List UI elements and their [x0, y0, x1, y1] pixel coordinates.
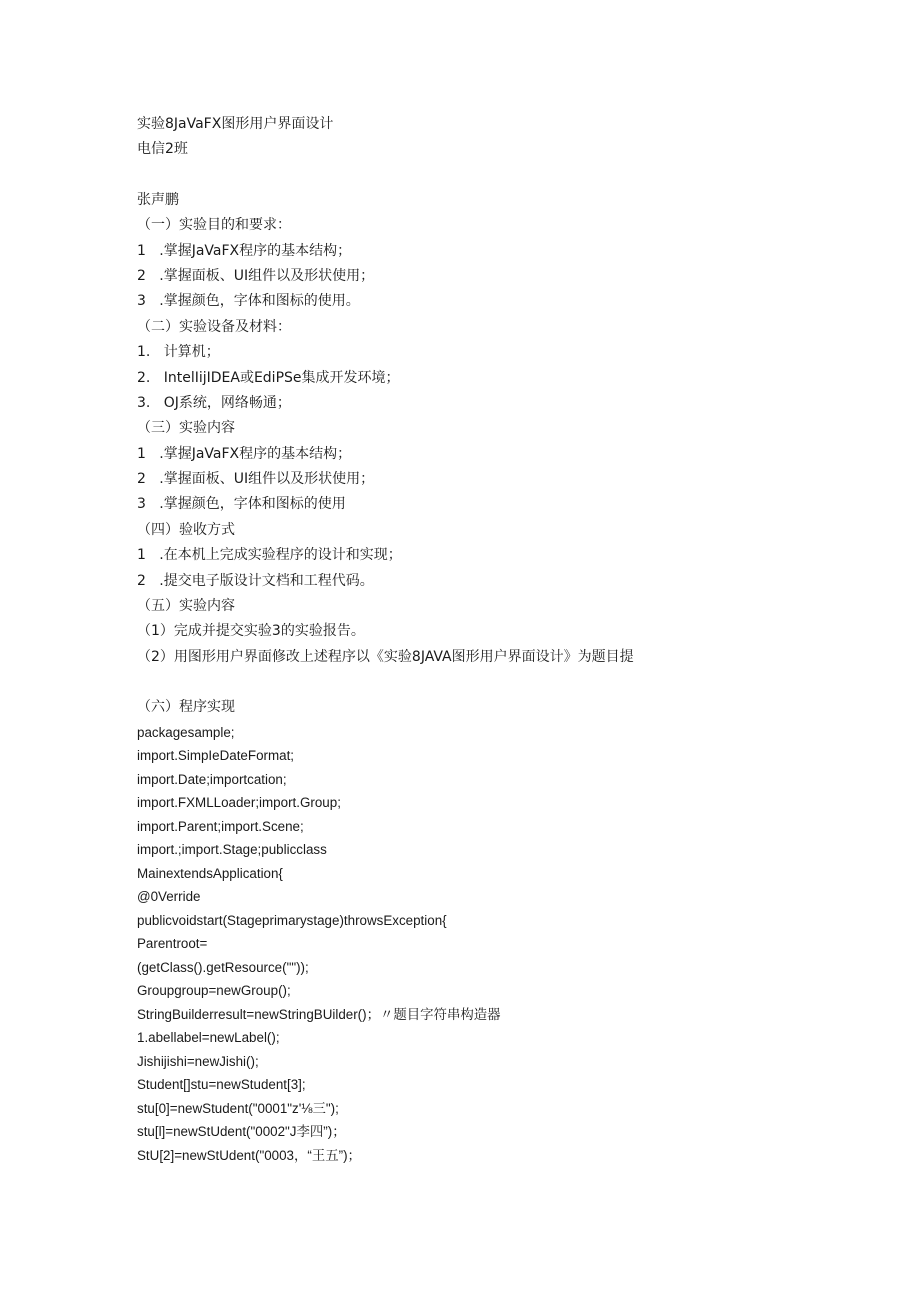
section-heading-tasks: （五）实验内容 [137, 598, 235, 615]
code-listing [137, 721, 877, 1168]
code-line: Jishijishi=newJishi(); [137, 1053, 259, 1069]
code-line: Groupgroup=newGroup(); [137, 983, 291, 999]
code-line: MainextendsApplication{ [137, 865, 283, 881]
code-line: publicvoidstart(Stageprimarystage)throwsException{ [137, 912, 447, 928]
code-line: StringBuilderresult=newStringBUilder()；〃题目字符串构造器 [137, 1006, 501, 1022]
document-body [137, 112, 877, 1167]
author-name: 张声鹏 [137, 191, 179, 208]
code-line: import.FXMLLoader;import.Group; [137, 795, 341, 811]
blank-line [137, 163, 877, 188]
list-item: 1 .在本机上完成实验程序的设计和实现； [137, 547, 402, 564]
list-item: 1 .掌握JaVaFX程序的基本结构； [137, 242, 352, 259]
doc-title: 实验8JaVaFX图形用户界面设计 [137, 116, 334, 132]
code-line: Parentroot= [137, 936, 208, 952]
code-line: stu[0]=newStudent("0001"z'⅛三"); [137, 1100, 339, 1116]
section-heading-equipment: （二）实验设备及材料： [137, 318, 291, 335]
code-line: stu[l]=newStUdent("0002"J李四”)； [137, 1124, 346, 1140]
list-item: 2 .掌握面板、UI组件以及形状使用； [137, 471, 375, 488]
section-heading-content: （三）实验内容 [137, 420, 235, 437]
code-line: (getClass().getResource("")); [137, 959, 309, 975]
list-item: 1. 计算机； [137, 344, 220, 361]
list-item: 2 .掌握面板、UI组件以及形状使用； [137, 267, 375, 284]
class-name: 电信2班 [137, 141, 188, 158]
list-item: 3 .掌握颜色，字体和图标的使用。 [137, 293, 360, 310]
section-heading-acceptance: （四）验收方式 [137, 521, 235, 538]
list-item: 2. IntelIijIDEA或EdiPSe集成开发环境； [137, 369, 400, 386]
code-line: 1.abellabel=newLabel(); [137, 1030, 280, 1046]
list-item: （2）用图形用户界面修改上述程序以《实验8JAVA图形用户界面设计》为题目提 [137, 648, 634, 665]
code-line: import.Date;importcation; [137, 771, 287, 787]
code-line: @0Verride [137, 889, 201, 905]
code-line: Student[]stu=newStudent[3]; [137, 1077, 306, 1093]
code-line: packagesample; [137, 724, 235, 740]
code-line: import.SimpIeDateFormat; [137, 748, 295, 764]
list-item: 3 .掌握颜色，字体和图标的使用 [137, 496, 346, 513]
code-line: import.;import.Stage;publicclass [137, 842, 327, 858]
list-item: 1 .掌握JaVaFX程序的基本结构； [137, 445, 352, 462]
section-heading-implementation: （六）程序实现 [137, 699, 235, 716]
blank-line [137, 670, 877, 695]
list-item: 2 .提交电子版设计文档和工程代码。 [137, 572, 374, 589]
section-heading-purpose: （一）实验目的和要求： [137, 217, 291, 234]
list-item: （1）完成并提交实验3的实验报告。 [137, 623, 365, 640]
code-line: StU[2]=newStUdent("0003，“王五”)； [137, 1147, 361, 1163]
code-line: import.Parent;import.Scene; [137, 818, 304, 834]
list-item: 3. OJ系统，网络畅通； [137, 394, 291, 411]
